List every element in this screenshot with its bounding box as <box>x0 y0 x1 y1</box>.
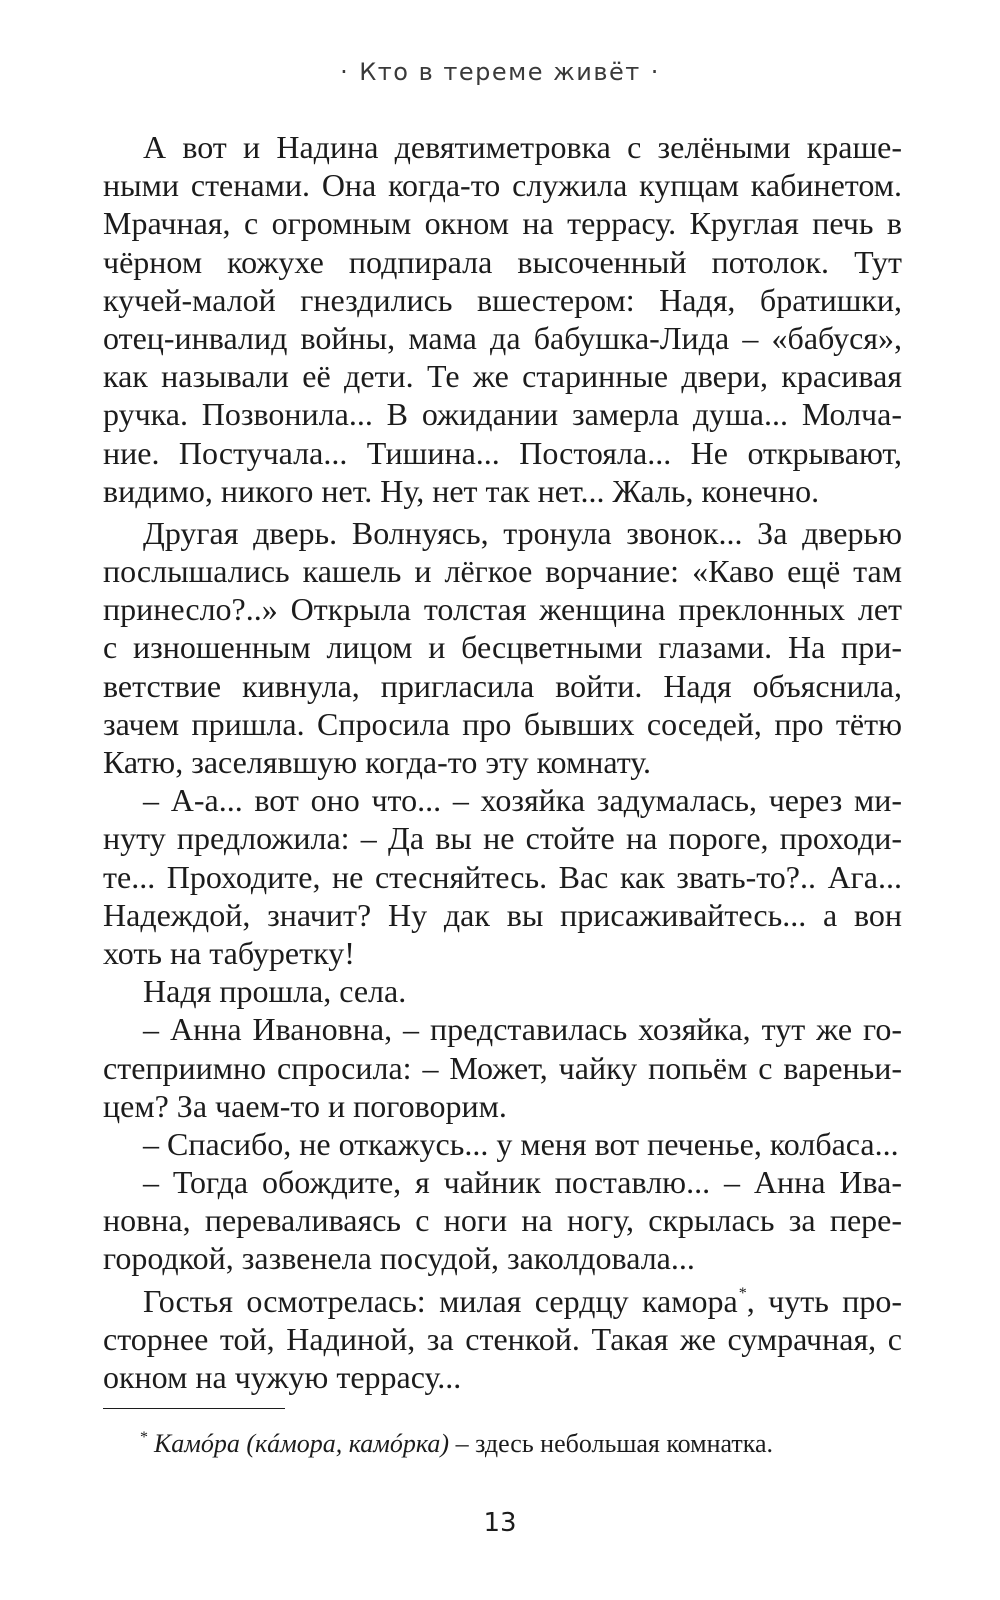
footnote <box>140 1422 900 1460</box>
text-line: сторнее той, Надиной, за стенкой. Такая же сумрачная, с <box>103 1320 902 1357</box>
text-line: хоть на табуретку! <box>103 934 355 971</box>
text-fragment: , чуть про- <box>746 1282 902 1319</box>
text-line: принесло?..» Открыла толстая женщина преклонных лет <box>103 591 902 628</box>
text-line: Катю, заселявшую когда-то эту комнату. <box>103 744 652 780</box>
text-line: городкой, зазвенела посудой, заколдовала... <box>103 1240 695 1277</box>
text-line: видимо, никого нет. Ну, нет так нет... Жаль, конечно. <box>103 472 820 509</box>
text-line: зачем пришла. Спросила про бывших соседей, про тётю <box>103 705 902 742</box>
footnote-definition: – здесь небольшая комнатка. <box>449 1429 774 1458</box>
running-title-text: Кто в тереме живёт <box>359 58 641 86</box>
body-text <box>103 128 902 1396</box>
text-line: окном на чужую террасу... <box>103 1359 462 1395</box>
text-line: ными стенами. Она когда-то служила купцам кабинетом. <box>103 167 902 204</box>
text-line: послышались кашель и лёгкое ворчание: «Каво ещё там <box>103 553 902 590</box>
text-line: как называли её дети. Те же старинные двери, красивая <box>103 358 902 395</box>
text-line: А вот и Надина девятиметровка с зелёными краше- <box>143 129 902 165</box>
text-line: Надеждой, значит? Ну дак вы присаживайтесь... а вон <box>103 896 902 933</box>
text-line: новна, переваливаясь с ноги на ногу, скрылась за пере- <box>103 1202 902 1239</box>
footnote-reference[interactable]: * <box>738 1284 747 1302</box>
text-line: цем? За чаем-то и поговорим. <box>103 1087 507 1124</box>
page-number: 13 <box>483 1508 517 1538</box>
text-line: – Тогда обождите, я чайник поставлю... – Анна Ива- <box>143 1164 902 1201</box>
text-line: ние. Постучала... Тишина... Постояла... Не открывают, <box>103 434 902 471</box>
running-title <box>0 58 1000 86</box>
text-line: ветствие кивнула, пригласила войти. Надя объяснила, <box>103 667 902 704</box>
text-line: – А-а... вот оно что... – хозяйка задумалась, через ми- <box>143 782 902 819</box>
text-line: чёрном кожухе подпирала высоченный потолок. Тут <box>103 243 902 280</box>
footnote-mark: * <box>140 1429 148 1446</box>
text-line: отец-инвалид войны, мама да бабушка-Лида – «бабуся», <box>103 319 902 356</box>
text-line: ручка. Позвонила... В ожидании замерла душа... Молча- <box>103 396 902 433</box>
footnote-divider <box>103 1408 285 1409</box>
separator-dot: · <box>650 58 660 86</box>
text-line: нуту предложила: – Да вы не стойте на пороге, проходи- <box>103 820 902 857</box>
text-line: – Спасибо, не откажусь... у меня вот печенье, колбаса... <box>143 1125 899 1162</box>
text-line: степриимно спросила: – Может, чайку попьём с вареньи- <box>103 1049 902 1086</box>
text-line <box>103 1282 902 1320</box>
footnote-term: Камóра (кáмора, камóрка) <box>154 1429 450 1458</box>
text-line: Мрачная, с огромным окном на террасу. Круглая печь в <box>103 205 902 242</box>
text-line: с изношенным лицом и бесцветными глазами. На при- <box>103 629 902 666</box>
text-line: – Анна Ивановна, – представилась хозяйка, тут же го- <box>143 1011 902 1048</box>
text-line: кучей-малой гнездились вшестером: Надя, братишки, <box>103 281 902 318</box>
text-line: те... Проходите, не стесняйтесь. Вас как звать-то?.. Ага... <box>103 858 902 895</box>
text-fragment: Гостья осмотрелась: милая сердцу камора <box>143 1282 738 1319</box>
text-line: Надя прошла, села. <box>143 973 407 1010</box>
separator-dot: · <box>340 58 350 86</box>
text-line: Другая дверь. Волнуясь, тронула звонок... За дверью <box>143 514 902 551</box>
